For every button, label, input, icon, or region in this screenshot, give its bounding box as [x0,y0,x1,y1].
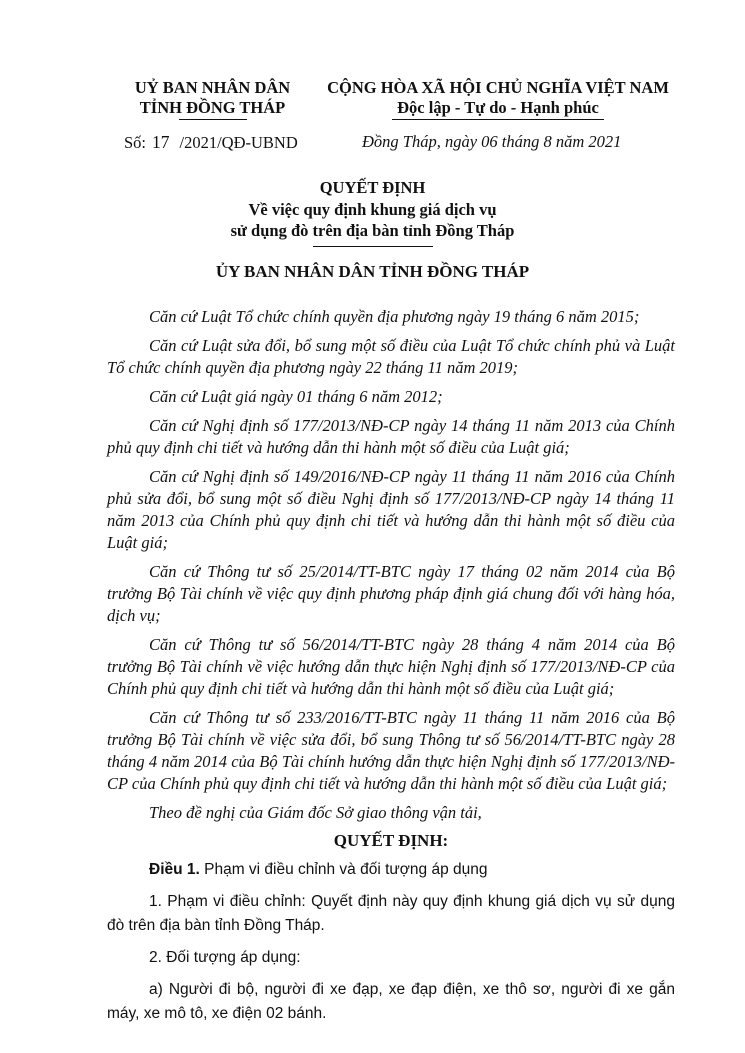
place-date: Đồng Tháp, ngày 06 tháng 8 năm 2021 [362,132,622,151]
number-prefix: Số: [124,133,147,152]
legal-basis: Căn cứ Nghị định số 149/2016/NĐ-CP ngày 11 tháng 11 năm 2016 của Chính phủ sửa đổi, bổ sung một số điều Nghị định số 177/2013/NĐ-CP ngày 14 tháng 11 năm 2013 của Chính phủ quy định chi tiết và hướng dẫn thi hành một số điều của Luật giá; [107,467,675,552]
legal-basis: Căn cứ Thông tư số 56/2014/TT-BTC ngày 28 tháng 4 năm 2014 của Bộ trưởng Bộ Tài chính về việc hướng dẫn thực hiện Nghị định số 177/2013/NĐ-CP của Chính phủ quy định chi tiết và hướng dẫn thi hành một số điều của Luật giá; [107,635,675,698]
article-1-title: Phạm vi điều chỉnh và đối tượng áp dụng [199,861,488,878]
motto-underline [392,119,604,120]
title-subject-1: Về việc quy định khung giá dịch vụ [248,199,497,219]
country-name: CỘNG HÒA XÃ HỘI CHỦ NGHĨA VIỆT NAM [327,78,669,97]
legal-basis: Căn cứ Nghị định số 177/2013/NĐ-CP ngày 14 tháng 11 năm 2013 của Chính phủ quy định chi tiết và hướng dẫn thi hành một số điều của Luật giá; [107,416,675,457]
title-subject-2: sử dụng đò trên địa bàn tỉnh Đồng Tháp [230,221,515,240]
article-1-label: Điều 1. [149,861,200,878]
legal-basis: Căn cứ Luật giá ngày 01 tháng 6 năm 2012; [149,387,443,406]
document-title [0,177,745,247]
number-value: 17 [152,132,170,152]
authority-line-2: TỈNH ĐỒNG THÁP [139,98,286,117]
authority-underline [179,119,247,120]
document-number [124,132,298,153]
title-underline [313,246,433,247]
legal-basis: Căn cứ Thông tư số 25/2014/TT-BTC ngày 17 tháng 02 năm 2014 của Bộ trưởng Bộ Tài chính về việc quy định phương pháp định giá chung đối với hàng hóa, dịch vụ; [107,562,675,625]
national-motto [318,78,678,120]
article-1-clause-1: 1. Phạm vi điều chỉnh: Quyết định này quy định khung giá dịch vụ sử dụng đò trên địa bàn tỉnh Đồng Tháp. [107,893,675,934]
decision-heading: QUYẾT ĐỊNH: [333,831,449,850]
article-1-clause-2a: a) Người đi bộ, người đi xe đạp, xe đạp điện, xe thô sơ, người đi xe gắn máy, xe mô tô, xe điện 02 bánh. [107,981,675,1022]
motto: Độc lập - Tự do - Hạnh phúc [397,98,599,117]
legal-basis: Căn cứ Thông tư số 233/2016/TT-BTC ngày 11 tháng 11 năm 2016 của Bộ trưởng Bộ Tài chính về việc sửa đổi, bổ sung Thông tư số 56/2014/TT-BTC ngày 28 tháng 4 năm 2014 của Bộ Tài chính hướng dẫn thực hiện Nghị định số 177/2013/NĐ-CP của Chính phủ quy định chi tiết và hướng dẫn thi hành một số điều của Luật giá; [107,708,675,793]
legal-basis: Căn cứ Luật Tổ chức chính quyền địa phương ngày 19 tháng 6 năm 2015; [149,307,640,326]
legal-basis: Căn cứ Luật sửa đổi, bổ sung một số điều của Luật Tổ chức chính phủ và Luật Tổ chức chính quyền địa phương ngày 22 tháng 11 năm 2019; [107,336,675,377]
title-type: QUYẾT ĐỊNH [319,178,426,197]
issuer-heading: ỦY BAN NHÂN DÂN TỈNH ĐỒNG THÁP [215,262,530,281]
article-1-heading [107,858,675,882]
authority-line-1: UỶ BAN NHÂN DÂN [134,78,291,97]
issuing-authority [110,78,315,120]
number-suffix: /2021/QĐ-UBND [179,133,298,152]
proposal-basis: Theo đề nghị của Giám đốc Sở giao thông vận tải, [149,803,482,822]
document-body [107,306,675,1034]
article-1-clause-2: 2. Đối tượng áp dụng: [149,949,301,966]
